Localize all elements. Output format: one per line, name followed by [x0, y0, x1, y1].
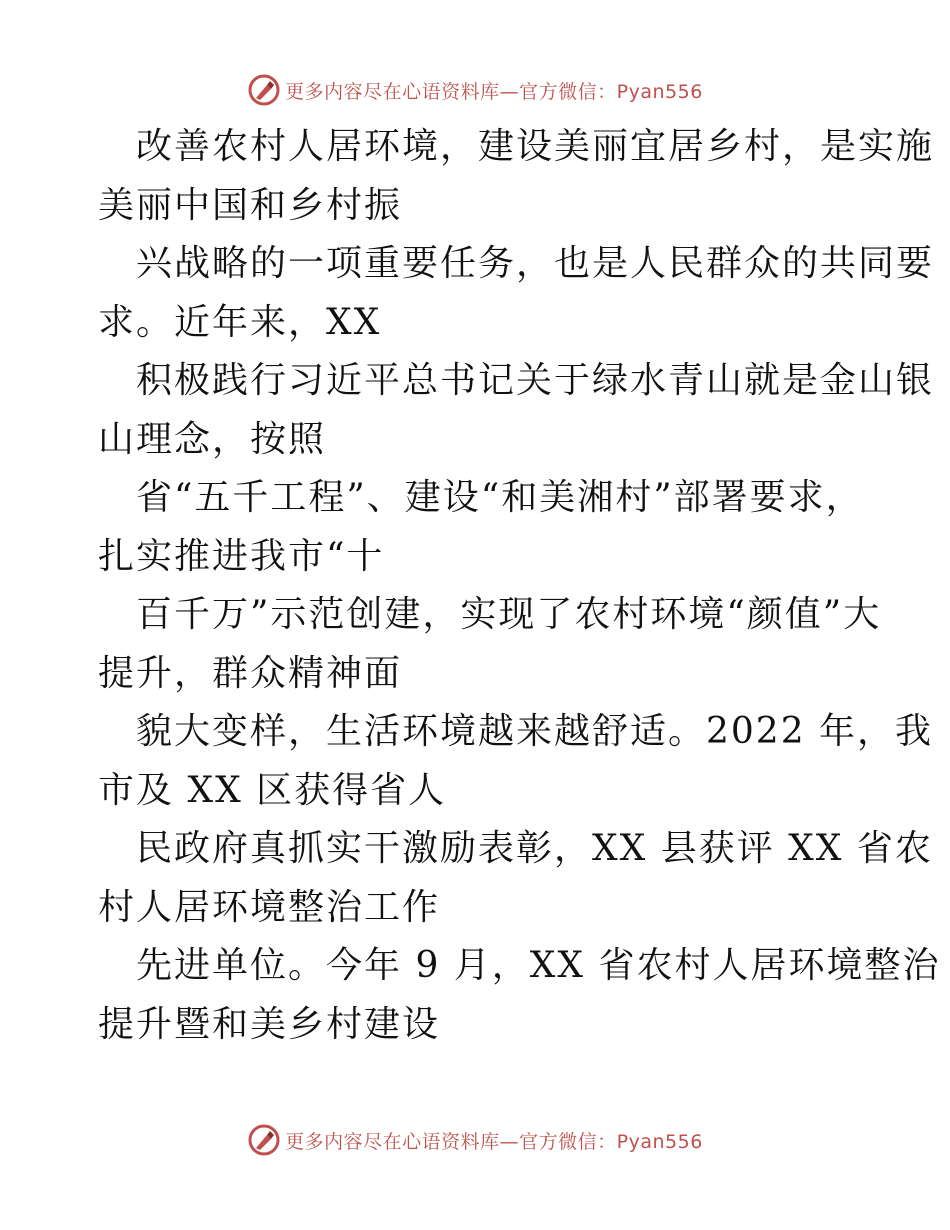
text-line: 改善农村人居环境，建设美丽宜居乡村，是实施	[136, 126, 935, 167]
pen-seal-icon	[247, 73, 281, 107]
text-line: 山理念，按照	[98, 418, 327, 460]
text-line: 求。近年来，XX	[98, 301, 382, 343]
text-line: 貌大变样，生活环境越来越舒适。2022 年，我	[136, 711, 934, 752]
document-body	[98, 118, 941, 1054]
text-line: 省“五千工程”、建设“和美湘村”部署要求，	[136, 477, 864, 518]
text-line: 扎实推进我市“十	[98, 535, 385, 577]
text-line: 市及 XX 区获得省人	[98, 769, 447, 811]
header-watermark	[0, 70, 950, 110]
text-line: 美丽中国和乡村振	[98, 184, 403, 226]
text-line: 村人居环境整治工作	[98, 886, 441, 928]
pen-seal-icon	[247, 1123, 281, 1157]
text-line: 积极践行习近平总书记关于绿水青山就是金山银	[136, 360, 935, 401]
text-line: 百千万”示范创建，实现了农村环境“颜值”大	[136, 594, 882, 635]
text-line: 民政府真抓实干激励表彰，XX 县获评 XX 省农	[136, 828, 933, 869]
watermark-text: 更多内容尽在心语资料库—官方微信：Pyan556	[285, 1130, 703, 1153]
footer-watermark	[0, 1120, 950, 1160]
watermark-text: 更多内容尽在心语资料库—官方微信：Pyan556	[285, 80, 703, 103]
text-line: 提升，群众精神面	[98, 652, 403, 694]
text-line: 兴战略的一项重要任务，也是人民群众的共同要	[136, 243, 935, 284]
text-line: 先进单位。今年 9 月，XX 省农村人居环境整治	[136, 945, 941, 986]
text-line: 提升暨和美乡村建设	[98, 1003, 441, 1045]
